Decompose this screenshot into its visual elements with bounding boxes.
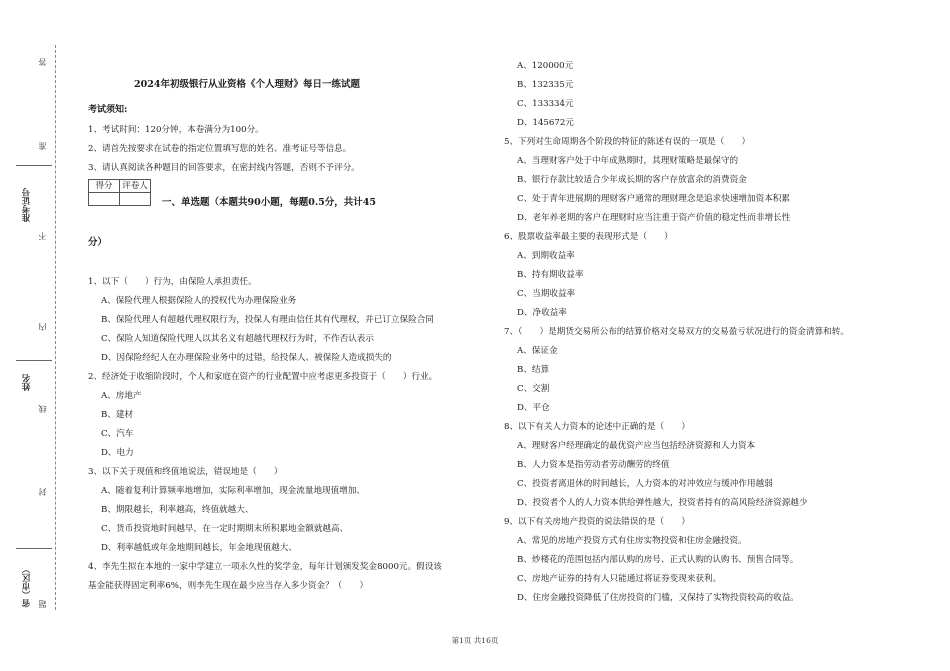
option-line: D、145672元 [517, 118, 574, 128]
grader-cell[interactable] [120, 193, 151, 206]
question-line: 9、以下有关房地产投资的说法错误的是（ ） [504, 517, 690, 527]
question-line: 5、下列对生命周期各个阶段的特征的陈述有误的一项是（ ） [504, 137, 751, 147]
question-line: 7、（ ）是期货交易所公布的结算价格对交易双方的交易盈亏状况进行的资金清算和转。 [504, 327, 849, 337]
exam-id-label: 准考证号 [22, 188, 32, 222]
page-number: 第1页 共16页 [451, 636, 499, 645]
option-line: A、房地产 [101, 391, 142, 401]
instruction-item: 3、请认真阅读各种题目的回答要求，在密封线内答题，否则不予评分。 [88, 163, 360, 173]
option-line: B、保险代理人有超越代理权限行为，投保人有理由信任其有代理权，并已订立保险合同 [101, 315, 434, 325]
option-line: C、货币投资地时间越早，在一定时期期末所积累地金额就越高、 [101, 524, 349, 534]
binding-marker-feng: 封 [38, 488, 47, 496]
seal-dashed-line [55, 45, 56, 610]
option-line: C、当期收益率 [517, 289, 576, 299]
option-line: D、投资者个人的人力资本供给弹性越大，投资者持有的高风险经济资源越少 [517, 498, 808, 508]
province-label: 省（市区） [22, 565, 32, 608]
instructions-heading: 考试须知: [88, 105, 128, 115]
option-line: D、平仓 [517, 403, 550, 413]
question-line: 基金能获得固定利率6%，则李先生现在最少应当存入多少资金？（ ） [88, 581, 369, 591]
binding-marker-xian: 线 [38, 405, 47, 413]
option-line: B、结算 [517, 365, 550, 375]
section-heading-continued: 分） [88, 237, 108, 248]
question-line: 2、经济处于收缩阶段时，个人和家庭在资产的行业配置中应考虑更多投资于（ ）行业。 [88, 372, 438, 382]
option-line: C、处于青年进展期的理财客户通常的理财理念是追求快速增加资本积累 [517, 194, 790, 204]
question-line: 6、股票收益率最主要的表现形式是（ ） [504, 232, 673, 242]
score-cell[interactable] [89, 193, 120, 206]
name-label: 姓名 [22, 374, 32, 391]
binding-marker-nei: 内 [38, 323, 47, 331]
option-line: D、电力 [101, 448, 134, 458]
option-line: A、保险代理人根据保险人的授权代为办理保险业务 [101, 296, 297, 306]
question-line: 8、以下有关人力资本的论述中正确的是（ ） [504, 422, 690, 432]
option-line: B、132335元 [517, 80, 574, 90]
option-line: C、投资者离退休的时间越长，人力资本的对冲效应与缓冲作用越弱 [517, 479, 773, 489]
option-line: D、因保险经纪人在办理保险业务中的过错，给投保人、被保险人造成损失的 [101, 353, 392, 363]
question-line: 3、以下关于现值和终值地说法，错误地是（ ） [88, 467, 283, 477]
option-line: A、保证金 [517, 346, 558, 356]
document-title: 2024年初级银行从业资格《个人理财》每日一练试题 [134, 79, 360, 90]
option-line: B、期限越长，利率越高，终值就越大、 [101, 505, 254, 515]
option-line: B、人力资本是指劳动者劳动酬劳的终值 [517, 460, 670, 470]
option-line: A、随着复利计算频率地增加，实际利率增加，现金流量地现值增加、 [101, 486, 366, 496]
option-line: C、房地产证券的持有人只能通过将证券变现来获利。 [517, 574, 722, 584]
name-underline [16, 360, 52, 361]
instruction-item: 2、请首先按要求在试卷的指定位置填写您的姓名、准考证号等信息。 [88, 144, 352, 154]
option-line: B、银行存款比较适合少年成长期的客户存放富余的消费资金 [517, 175, 747, 185]
score-label: 得分 [89, 180, 120, 193]
score-table [88, 179, 151, 206]
question-line: 1、以下（ ）行为，由保险人承担责任。 [88, 277, 257, 287]
option-line: D、住房金融投资降低了住房投资的门槛，又保持了实物投资较高的收益。 [517, 593, 799, 603]
option-line: C、汽车 [101, 429, 134, 439]
option-line: B、建材 [101, 410, 134, 420]
option-line: A、当理财客户处于中年成熟期时，其理财策略是最保守的 [517, 156, 739, 166]
exam-id-underline [16, 165, 52, 166]
binding-marker-ti: 题 [38, 600, 47, 608]
option-line: B、炒楼花的范围包括内部认购的房号、正式认购的认购书、预售合同等。 [517, 555, 799, 565]
question-line: 4、李先生拟在本地的一家中学建立一项永久性的奖学金，每年计划颁发奖金8000元。假设该 [88, 562, 442, 572]
option-line: D、老年养老期的客户在理财时应当注重于资产价值的稳定性而非增长性 [517, 213, 791, 223]
option-line: D、利率越低或年金地期间越长，年金地现值越大、 [101, 543, 297, 553]
binding-marker-da: 答 [38, 58, 47, 66]
option-line: C、133334元 [517, 99, 574, 109]
binding-marker-bu: 不 [38, 232, 47, 240]
option-line: C、交割 [517, 384, 550, 394]
option-line: D、净收益率 [517, 308, 567, 318]
option-line: A、120000元 [517, 61, 574, 71]
option-line: A、到期收益率 [517, 251, 575, 261]
section-heading: 一、单选题（本题共90小题，每题0.5分，共计45 [162, 197, 376, 208]
option-line: B、持有期收益率 [517, 270, 584, 280]
province-underline [16, 548, 52, 549]
option-line: C、保险人知道保险代理人以其名义有超越代理权行为时，不作否认表示 [101, 334, 374, 344]
instruction-item: 1、考试时间：120分钟，本卷满分为100分。 [88, 125, 264, 135]
option-line: A、常见的房地产投资方式有住房实物投资和住房金融投资。 [517, 536, 747, 546]
binding-marker-zhun: 准 [38, 142, 47, 150]
option-line: A、理财客户经理确定的最优资产应当包括经济资源和人力资本 [517, 441, 756, 451]
grader-label: 评卷人 [120, 180, 151, 193]
